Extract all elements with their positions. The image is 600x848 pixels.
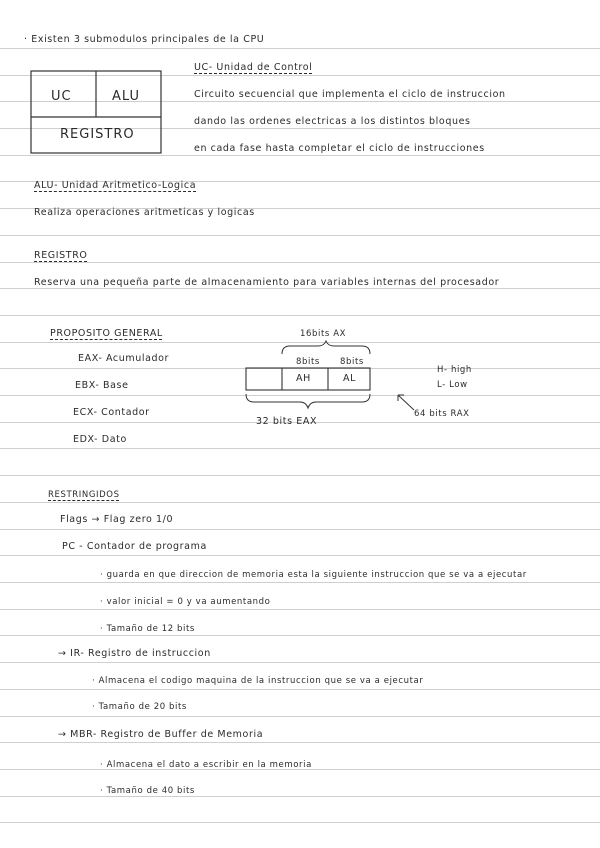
uc-desc-line-1: Circuito secuencial que implementa el ciclo de instruccion <box>194 89 506 100</box>
proposito-item-edx: EDX- Dato <box>73 434 127 445</box>
mbr-title: → MBR- Registro de Buffer de Memoria <box>58 729 264 740</box>
intro-line: · Existen 3 submodulos principales de la CPU <box>24 34 265 45</box>
registro-desc: Reserva una pequeña parte de almacenamiento para variables internas del procesador <box>34 277 500 288</box>
alu-desc: Realiza operaciones aritmeticas y logicas <box>34 207 255 218</box>
ah-cell: AH <box>296 373 311 384</box>
ir-title: → IR- Registro de instruccion <box>58 648 211 659</box>
register-diagram <box>238 340 418 420</box>
proposito-item-ebx: EBX- Base <box>75 380 129 391</box>
pc-item-3: · Tamaño de 12 bits <box>100 624 195 634</box>
mbr-item-2: · Tamaño de 40 bits <box>100 786 195 796</box>
registro-title: REGISTRO <box>34 250 88 261</box>
pc-item-2: · valor inicial = 0 y va aumentando <box>100 597 271 607</box>
rax-arrow <box>398 395 414 410</box>
flags-line: Flags → Flag zero 1/0 <box>60 514 174 525</box>
proposito-item-ecx: ECX- Contador <box>73 407 150 418</box>
pc-item-1: · guarda en que direccion de memoria esta la siguiente instruccion que se va a ejecutar <box>100 570 527 580</box>
uc-desc-line-3: en cada fase hasta completar el ciclo de instrucciones <box>194 143 485 154</box>
alu-title: ALU- Unidad Aritmetico-Logica <box>34 180 197 191</box>
registro-box-label: REGISTRO <box>60 127 135 142</box>
al-bits-label: 8bits <box>340 357 364 367</box>
restringidos-title: RESTRINGIDOS <box>48 490 120 500</box>
mbr-item-1: · Almacena el dato a escribir en la memoria <box>100 760 312 770</box>
ir-item-2: · Tamaño de 20 bits <box>92 702 187 712</box>
alu-box-label: ALU <box>112 89 141 104</box>
h-high-label: H- high <box>437 365 472 375</box>
rax-label: 64 bits RAX <box>414 409 470 419</box>
ax-brace <box>282 341 370 354</box>
al-cell: AL <box>343 373 356 384</box>
ah-bits-label: 8bits <box>296 357 320 367</box>
eax-brace <box>246 394 370 408</box>
uc-box-label: UC <box>51 89 72 104</box>
cpu-submodules-diagram <box>30 70 164 156</box>
pc-title: PC - Contador de programa <box>62 541 207 552</box>
ax-label: 16bits AX <box>300 329 347 339</box>
l-low-label: L- Low <box>437 380 468 390</box>
proposito-title: PROPOSITO GENERAL <box>50 328 163 339</box>
proposito-item-eax: EAX- Acumulador <box>78 353 170 364</box>
uc-desc-line-2: dando las ordenes electricas a los distintos bloques <box>194 116 471 127</box>
eax-label: 32 bits EAX <box>256 416 318 427</box>
uc-title: UC- Unidad de Control <box>194 62 313 73</box>
ir-item-1: · Almacena el codigo maquina de la instruccion que se va a ejecutar <box>92 676 424 686</box>
